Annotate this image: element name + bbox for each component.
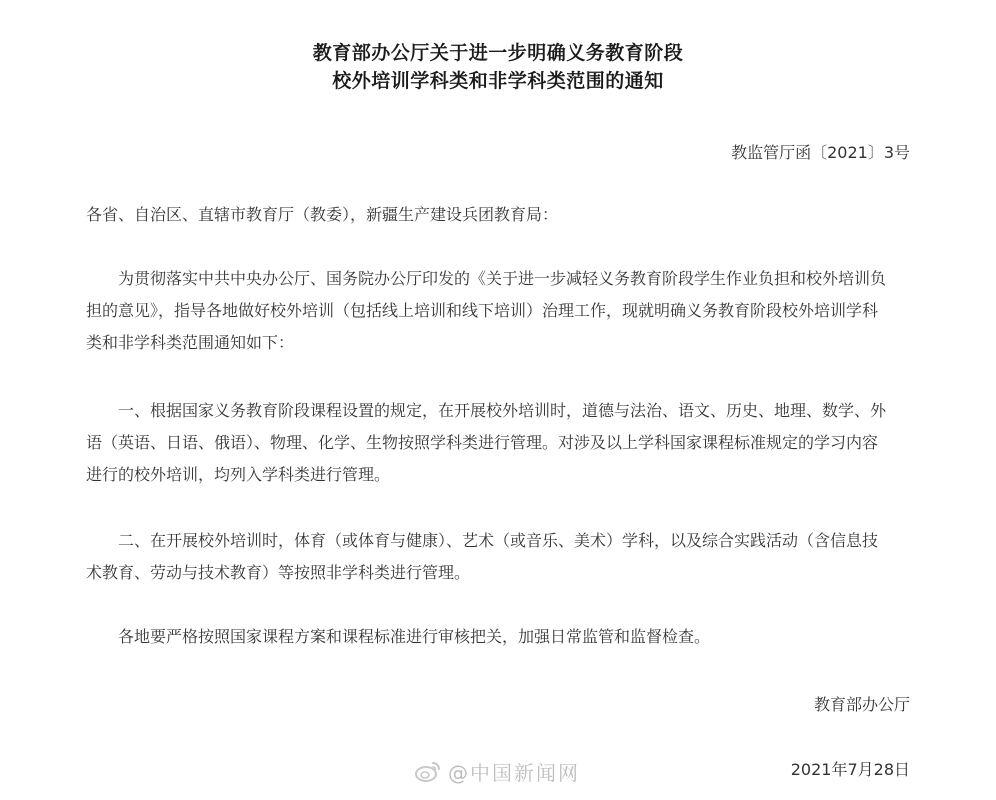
paragraph-1-line: 类和非学科类范围通知如下： [86, 333, 295, 352]
document-number: 教监管厅函〔2021〕3号 [731, 143, 910, 162]
document-date: 2021年7月28日 [790, 760, 910, 779]
paragraph-2-line: 语（英语、日语、俄语）、物理、化学、生物按照学科类进行管理。对涉及以上学科国家课程标准规定的学习内容 [86, 433, 879, 452]
document-title-line1: 教育部办公厅关于进一步明确义务教育阶段 [312, 42, 684, 64]
paragraph-3-line: 二、在开展校外培训时，体育（或体育与健康）、艺术（或音乐、美术）学科，以及综合实践活动（含信息技 [118, 531, 879, 550]
weibo-icon [414, 760, 442, 784]
paragraph-1-line: 担的意见》，指导各地做好校外培训（包括线上培训和线下培训）治理工作，现就明确义务教育阶段校外培训学科 [86, 301, 879, 320]
addressee: 各省、自治区、直辖市教育厅（教委），新疆生产建设兵团教育局： [86, 205, 559, 224]
watermark [414, 757, 580, 786]
paragraph-2-line: 一、根据国家义务教育阶段课程设置的规定，在开展校外培训时，道德与法治、语文、历史、地理、数学、外 [118, 401, 887, 420]
watermark-text: @中国新闻网 [448, 761, 580, 785]
paragraph-2-line: 进行的校外培训，均列入学科类进行管理。 [86, 465, 391, 484]
paragraph-4-line: 各地要严格按照国家课程方案和课程标准进行审核把关，加强日常监管和监督检查。 [118, 627, 711, 646]
document-title-line2: 校外培训学科类和非学科类范围的通知 [332, 70, 664, 92]
paragraph-3-line: 术教育、劳动与技术教育）等按照非学科类进行管理。 [86, 563, 471, 582]
signature: 教育部办公厅 [813, 695, 910, 714]
paragraph-1-line: 为贯彻落实中共中央办公厅、国务院办公厅印发的《关于进一步减轻义务教育阶段学生作业负担和校外培训负 [118, 269, 887, 288]
